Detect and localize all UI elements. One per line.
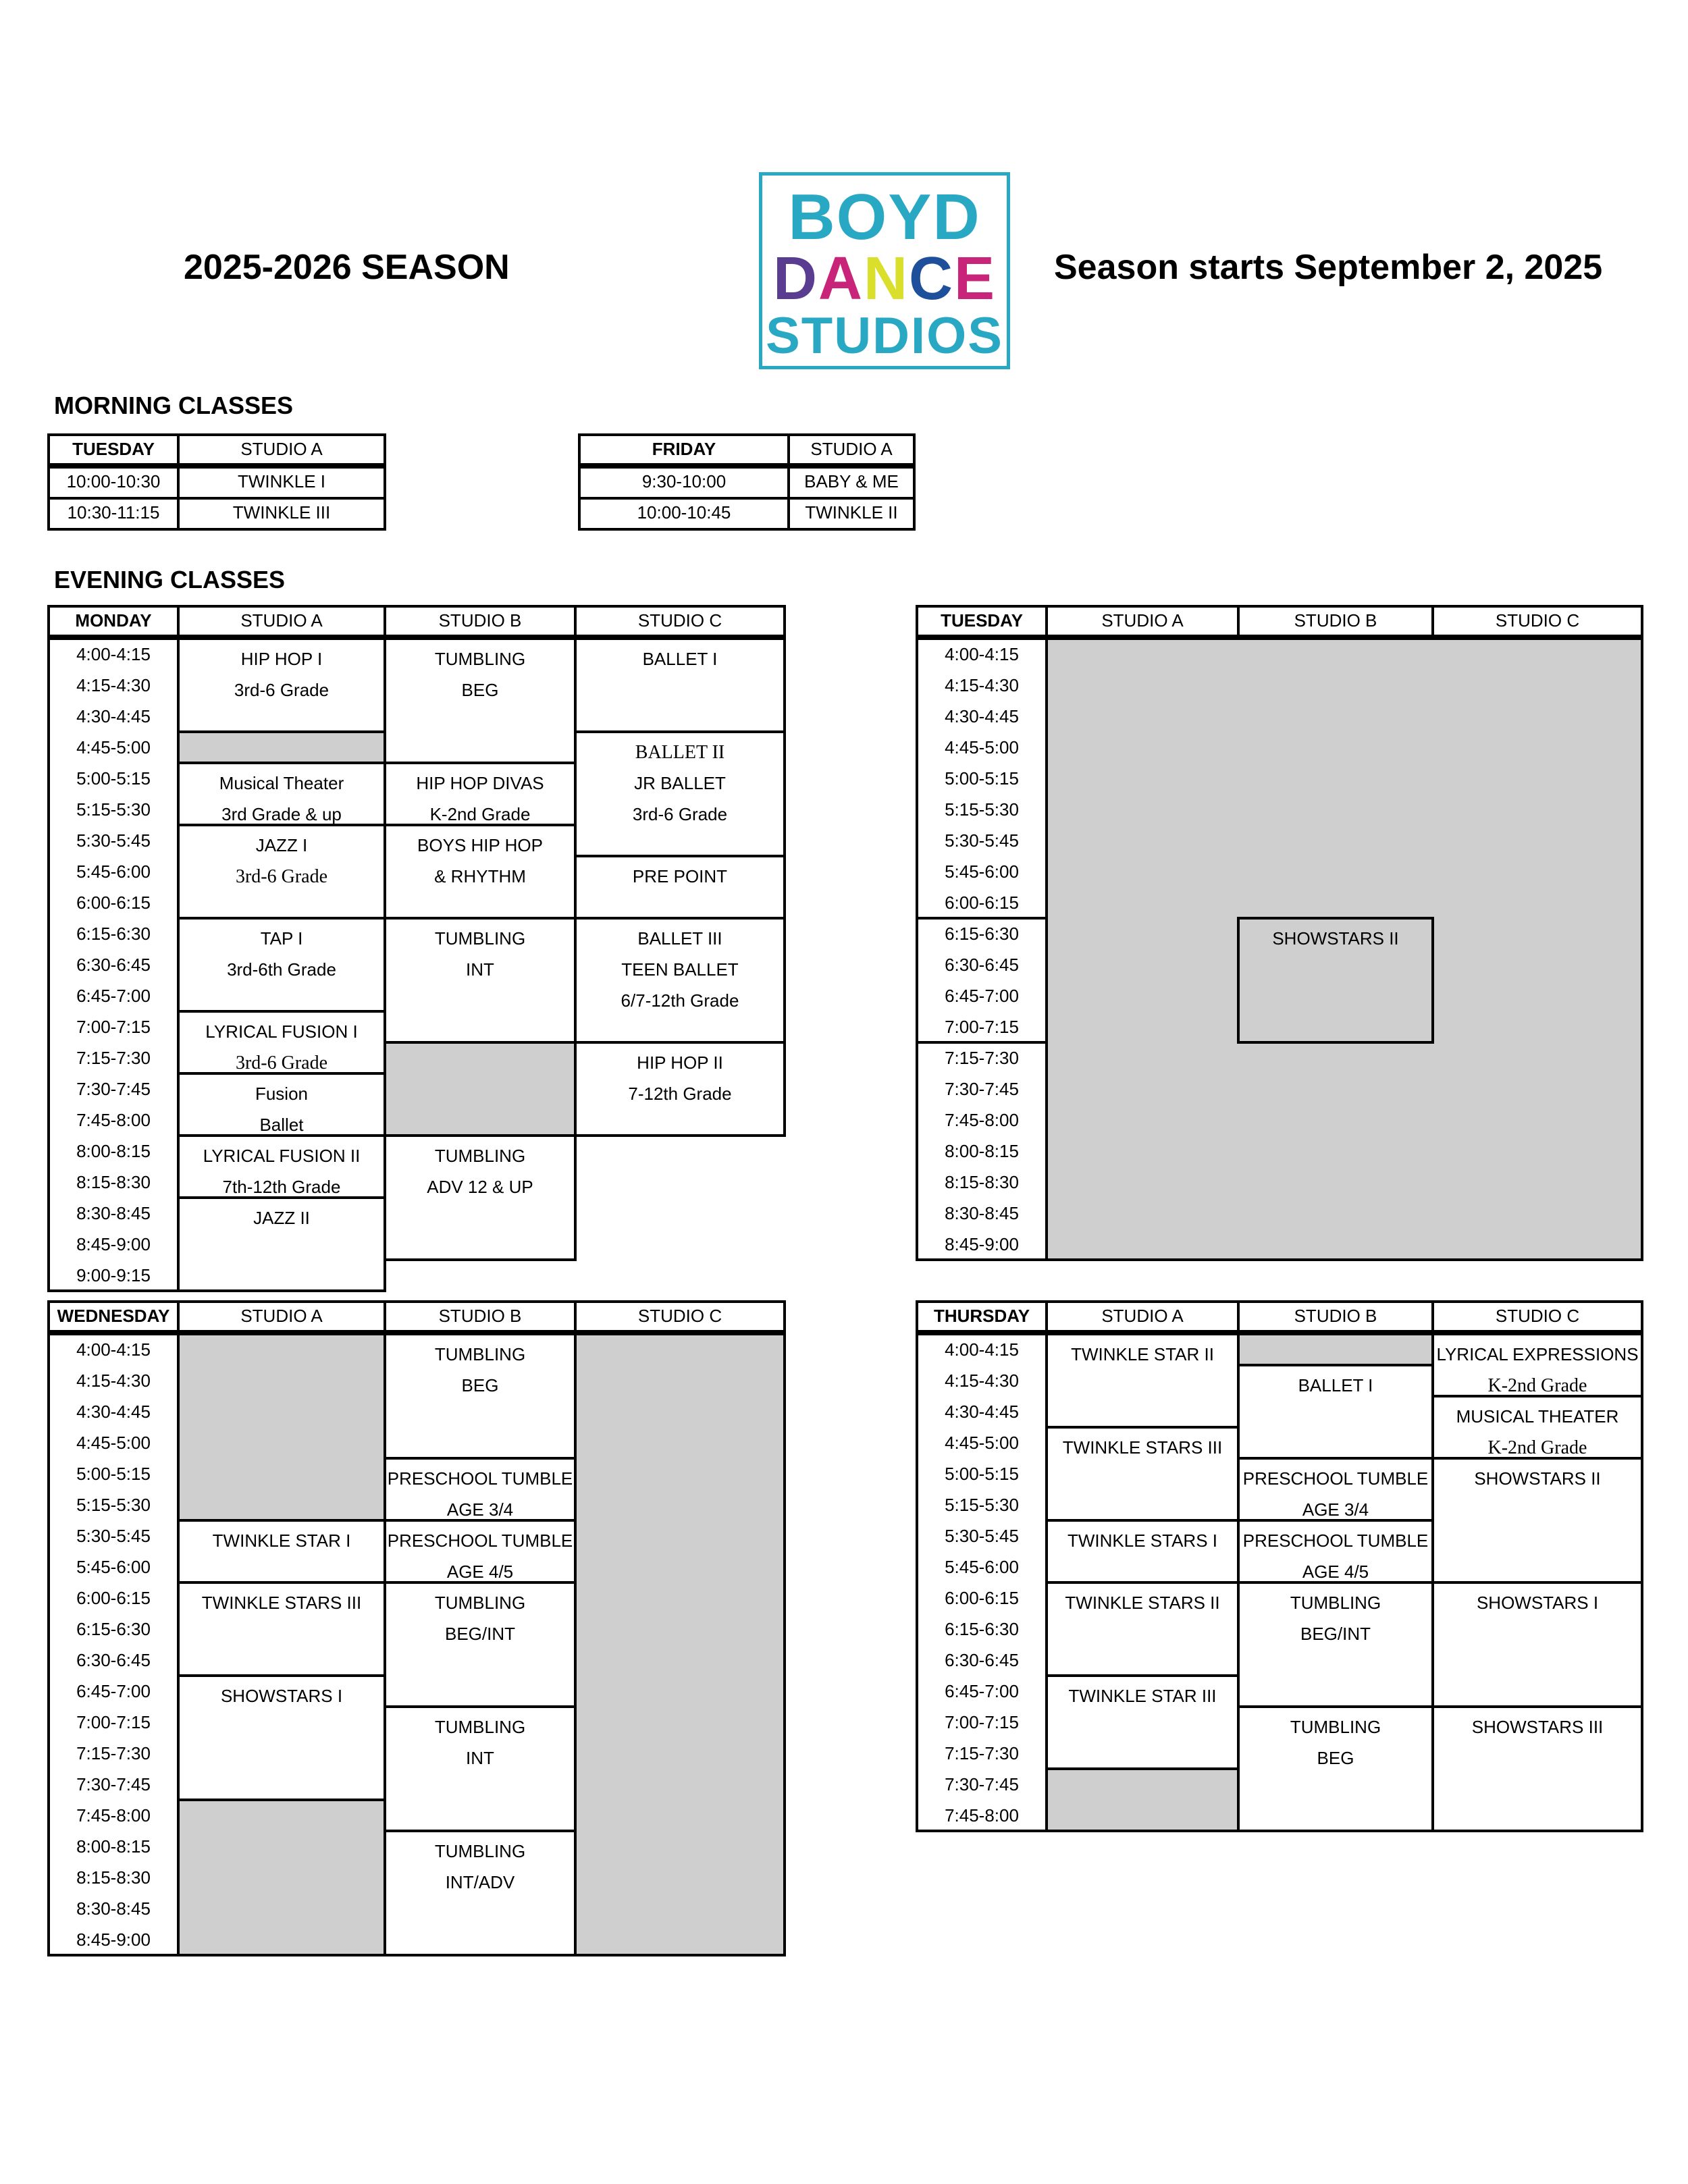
time-column — [47, 1333, 180, 1956]
class-block[interactable] — [1431, 1333, 1643, 1397]
class-block[interactable] — [177, 1072, 386, 1137]
class-block[interactable]: TWINKLE II — [787, 497, 916, 531]
class-label: MUSICAL THEATER — [1456, 1406, 1619, 1427]
day-header: TUESDAY — [916, 605, 1048, 637]
time-slot: 4:45-5:00 — [945, 737, 1019, 757]
time-slot: 8:30-8:45 — [76, 1203, 151, 1223]
class-label: TUMBLING — [434, 928, 526, 949]
studio-b-header: STUDIO B — [384, 1300, 577, 1333]
time-slot: 4:30-4:45 — [945, 1402, 1019, 1422]
class-label: AGE 3/4 — [1302, 1499, 1369, 1520]
time-slot: 7:30-7:45 — [945, 1774, 1019, 1794]
day-header: TUESDAY — [47, 433, 180, 466]
class-label: TUMBLING — [1290, 1717, 1381, 1737]
studio-a-header: STUDIO A — [177, 1300, 386, 1333]
studio-a-header: STUDIO A — [177, 605, 386, 637]
class-label: TUMBLING — [434, 1146, 526, 1166]
class-label: LYRICAL FUSION I — [205, 1021, 358, 1042]
class-label: 7th-12th Grade — [222, 1177, 341, 1197]
class-block[interactable] — [1045, 1581, 1240, 1677]
time-slot: 10:00-10:45 — [578, 497, 790, 531]
row-divider — [916, 917, 1048, 920]
time-slot: 6:15-6:30 — [76, 924, 151, 944]
class-block[interactable] — [1045, 1674, 1240, 1770]
class-label: TWINKLE STAR III — [1068, 1686, 1217, 1706]
class-label: PRESCHOOL TUMBLE — [387, 1468, 573, 1489]
time-column — [47, 637, 180, 1292]
time-slot: 4:30-4:45 — [76, 706, 151, 726]
time-slot: 5:15-5:30 — [76, 799, 151, 820]
class-block[interactable] — [177, 1674, 386, 1801]
class-label: BALLET III — [637, 928, 722, 949]
class-label: BALLET II — [635, 742, 725, 763]
class-label: HIP HOP DIVAS — [416, 773, 544, 793]
time-slot: 4:45-5:00 — [945, 1433, 1019, 1453]
studio-b-header: STUDIO B — [384, 605, 577, 637]
class-label: TUMBLING — [1290, 1593, 1381, 1613]
class-label: LYRICAL EXPRESSIONS — [1436, 1344, 1639, 1364]
day-header: FRIDAY — [578, 433, 790, 466]
time-slot: 7:00-7:15 — [76, 1017, 151, 1037]
class-label: TWINKLE STAR I — [212, 1530, 351, 1551]
class-block[interactable] — [574, 917, 786, 1044]
time-slot: 8:15-8:30 — [76, 1867, 151, 1888]
class-label: TWINKLE STAR II — [1071, 1344, 1214, 1364]
time-slot: 6:30-6:45 — [945, 1650, 1019, 1670]
class-label: TWINKLE STARS III — [201, 1593, 362, 1613]
logo — [759, 172, 1010, 369]
time-slot: 6:15-6:30 — [945, 1619, 1019, 1639]
time-slot: 8:30-8:45 — [945, 1203, 1019, 1223]
class-block[interactable] — [1237, 1457, 1434, 1522]
class-block[interactable] — [177, 637, 386, 733]
class-block[interactable] — [384, 1134, 577, 1261]
time-slot: 5:45-6:00 — [76, 861, 151, 882]
class-block[interactable] — [384, 762, 577, 826]
class-label: 3rd-6 Grade — [632, 804, 728, 824]
time-slot: 5:30-5:45 — [76, 1526, 151, 1546]
time-slot: 6:45-7:00 — [945, 1681, 1019, 1701]
class-block[interactable] — [384, 1457, 577, 1522]
time-slot: 4:45-5:00 — [76, 737, 151, 757]
class-block[interactable] — [1045, 1426, 1240, 1522]
time-slot: 7:45-8:00 — [76, 1110, 151, 1130]
class-block[interactable] — [1431, 1581, 1643, 1708]
time-slot: 7:30-7:45 — [945, 1079, 1019, 1099]
class-block[interactable] — [177, 1519, 386, 1584]
time-slot: 4:45-5:00 — [76, 1433, 151, 1453]
time-slot: 4:30-4:45 — [76, 1402, 151, 1422]
studio-header: STUDIO A — [787, 433, 916, 466]
class-block[interactable] — [384, 1705, 577, 1832]
class-label: TUMBLING — [434, 1593, 526, 1613]
time-slot: 8:15-8:30 — [76, 1172, 151, 1192]
class-block[interactable] — [384, 637, 577, 764]
class-label: BEG — [461, 1375, 499, 1395]
class-block[interactable] — [384, 917, 577, 1044]
class-label: 3rd Grade & up — [221, 804, 342, 824]
time-slot: 5:30-5:45 — [76, 830, 151, 851]
studio-header: STUDIO A — [177, 433, 386, 466]
time-slot: 5:15-5:30 — [945, 1495, 1019, 1515]
class-block[interactable] — [1045, 1333, 1240, 1429]
time-slot: 7:30-7:45 — [76, 1079, 151, 1099]
class-label: BEG — [1317, 1748, 1354, 1768]
time-slot: 9:30-10:00 — [578, 466, 790, 500]
studio-c-header: STUDIO C — [1431, 605, 1643, 637]
time-slot: 5:00-5:15 — [945, 1464, 1019, 1484]
time-slot: 7:45-8:00 — [945, 1110, 1019, 1130]
time-slot: 6:00-6:15 — [76, 893, 151, 913]
class-block[interactable] — [574, 1041, 786, 1137]
class-block[interactable] — [177, 1581, 386, 1677]
class-block[interactable]: BABY & ME — [787, 466, 916, 500]
class-block[interactable] — [1237, 1581, 1434, 1708]
studio-a-header: STUDIO A — [1045, 1300, 1240, 1333]
class-label: HIP HOP II — [637, 1053, 723, 1073]
class-label: LYRICAL FUSION II — [203, 1146, 361, 1166]
time-slot: 5:00-5:15 — [945, 768, 1019, 789]
class-label: & RHYTHM — [434, 866, 526, 886]
time-slot: 7:15-7:30 — [76, 1048, 151, 1068]
class-block[interactable] — [384, 1830, 577, 1956]
class-label: PRESCHOOL TUMBLE — [1242, 1530, 1429, 1551]
class-label: BALLET I — [1298, 1375, 1373, 1395]
no-class-block — [1045, 1767, 1240, 1832]
class-label: INT — [466, 1748, 494, 1768]
class-block[interactable]: TWINKLE I — [177, 466, 386, 500]
class-label: TAP I — [260, 928, 303, 949]
class-label: SHOWSTARS I — [1476, 1593, 1599, 1613]
class-label: 6/7-12th Grade — [621, 990, 739, 1011]
time-slot: 8:30-8:45 — [76, 1898, 151, 1919]
time-slot: 7:00-7:15 — [945, 1712, 1019, 1732]
class-label: BOYS HIP HOP — [417, 835, 543, 855]
class-block[interactable] — [574, 855, 786, 920]
class-label: SHOWSTARS II — [1474, 1468, 1601, 1489]
time-slot: 6:45-7:00 — [76, 986, 151, 1006]
time-slot: 6:30-6:45 — [76, 955, 151, 975]
class-label: SHOWSTARS III — [1471, 1717, 1604, 1737]
no-class-block — [177, 730, 386, 764]
time-slot: 5:30-5:45 — [945, 1526, 1019, 1546]
class-label: TUMBLING — [434, 649, 526, 669]
class-label: 3rd-6 Grade — [234, 680, 329, 700]
time-slot: 7:00-7:15 — [76, 1712, 151, 1732]
time-slot: 6:30-6:45 — [76, 1650, 151, 1670]
time-slot: 6:15-6:30 — [76, 1619, 151, 1639]
class-label: AGE 3/4 — [446, 1499, 514, 1520]
class-label: HIP HOP I — [240, 649, 323, 669]
time-slot: 10:00-10:30 — [47, 466, 180, 500]
no-class-block — [574, 1333, 786, 1956]
time-slot: 4:15-4:30 — [76, 1370, 151, 1391]
time-slot: 8:00-8:15 — [76, 1836, 151, 1857]
class-label: SHOWSTARS I — [220, 1686, 343, 1706]
class-label: Fusion — [255, 1084, 309, 1104]
class-label: 7-12th Grade — [628, 1084, 732, 1104]
time-slot: 7:00-7:15 — [945, 1017, 1019, 1037]
class-label: BEG — [461, 680, 499, 700]
time-slot: 6:30-6:45 — [945, 955, 1019, 975]
studio-c-header: STUDIO C — [574, 1300, 786, 1333]
studio-c-header: STUDIO C — [574, 605, 786, 637]
class-label: BEG/INT — [444, 1624, 515, 1644]
class-label: PRESCHOOL TUMBLE — [1242, 1468, 1429, 1489]
class-label: TWINKLE STARS II — [1065, 1593, 1220, 1613]
class-block[interactable] — [177, 762, 386, 826]
class-label: AGE 4/5 — [446, 1562, 514, 1582]
class-block[interactable] — [384, 1519, 577, 1584]
time-slot: 7:15-7:30 — [945, 1048, 1019, 1068]
time-slot: 4:15-4:30 — [76, 675, 151, 695]
class-block[interactable] — [1431, 1457, 1643, 1584]
time-slot: 6:00-6:15 — [76, 1588, 151, 1608]
class-block[interactable] — [177, 1196, 386, 1292]
class-label: K-2nd Grade — [1487, 1375, 1587, 1396]
time-slot: 8:45-9:00 — [76, 1929, 151, 1950]
studio-b-header: STUDIO B — [1237, 1300, 1434, 1333]
day-header: WEDNESDAY — [47, 1300, 180, 1333]
time-slot: 8:45-9:00 — [76, 1234, 151, 1254]
day-header: THURSDAY — [916, 1300, 1048, 1333]
class-label: BALLET I — [642, 649, 718, 669]
time-slot: 8:15-8:30 — [945, 1172, 1019, 1192]
class-label: Musical Theater — [219, 773, 344, 793]
class-label: AGE 4/5 — [1302, 1562, 1369, 1582]
class-label: SHOWSTARS II — [1272, 928, 1399, 949]
studio-b-header: STUDIO B — [1237, 605, 1434, 637]
time-slot: 6:45-7:00 — [945, 986, 1019, 1006]
class-block[interactable] — [384, 1581, 577, 1708]
time-slot: 6:45-7:00 — [76, 1681, 151, 1701]
time-slot: 6:00-6:15 — [945, 893, 1019, 913]
time-column — [916, 1333, 1048, 1832]
class-block[interactable] — [384, 824, 577, 920]
class-block[interactable] — [1431, 1395, 1643, 1460]
logo-line-dance: DANCE — [772, 245, 997, 313]
no-class-block — [384, 1041, 577, 1137]
morning-title: MORNING CLASSES — [54, 392, 294, 419]
class-label: JAZZ II — [253, 1208, 310, 1228]
class-label: 3rd-6th Grade — [227, 959, 336, 980]
time-slot: 4:30-4:45 — [945, 706, 1019, 726]
class-label: PRE POINT — [632, 866, 728, 886]
time-slot: 4:15-4:30 — [945, 675, 1019, 695]
time-slot: 8:45-9:00 — [945, 1234, 1019, 1254]
time-slot: 7:45-8:00 — [945, 1805, 1019, 1826]
time-slot: 8:00-8:15 — [76, 1141, 151, 1161]
class-block[interactable] — [177, 1134, 386, 1199]
class-label: PRESCHOOL TUMBLE — [387, 1530, 573, 1551]
class-label: TUMBLING — [434, 1717, 526, 1737]
time-slot: 5:45-6:00 — [945, 861, 1019, 882]
class-block[interactable] — [1237, 1364, 1434, 1460]
time-slot: 8:00-8:15 — [945, 1141, 1019, 1161]
season-start: Season starts September 2, 2025 — [1054, 248, 1603, 287]
class-block[interactable] — [1237, 1519, 1434, 1584]
time-slot: 6:15-6:30 — [945, 924, 1019, 944]
class-label: K-2nd Grade — [429, 804, 531, 824]
time-slot: 10:30-11:15 — [47, 497, 180, 531]
class-block[interactable] — [1237, 917, 1434, 1044]
row-divider — [916, 1041, 1048, 1044]
studio-c-header: STUDIO C — [1431, 1300, 1643, 1333]
class-label: K-2nd Grade — [1487, 1437, 1587, 1458]
class-label: 3rd-6 Grade — [235, 866, 328, 887]
time-slot: 4:00-4:15 — [76, 1339, 151, 1360]
class-block[interactable] — [384, 1333, 577, 1460]
time-slot: 5:00-5:15 — [76, 1464, 151, 1484]
class-label: TEEN BALLET — [621, 959, 739, 980]
time-slot: 5:45-6:00 — [945, 1557, 1019, 1577]
time-slot: 5:45-6:00 — [76, 1557, 151, 1577]
time-slot: 4:00-4:15 — [945, 1339, 1019, 1360]
class-label: INT/ADV — [445, 1872, 515, 1892]
time-slot: 5:30-5:45 — [945, 830, 1019, 851]
class-block[interactable]: TWINKLE III — [177, 497, 386, 531]
evening-title: EVENING CLASSES — [54, 566, 286, 593]
time-slot: 5:15-5:30 — [76, 1495, 151, 1515]
class-label: BEG/INT — [1300, 1624, 1371, 1644]
class-label: 3rd-6 Grade — [235, 1053, 328, 1073]
time-slot: 7:30-7:45 — [76, 1774, 151, 1794]
class-label: TUMBLING — [434, 1841, 526, 1861]
studio-a-header: STUDIO A — [1045, 605, 1240, 637]
time-slot: 5:15-5:30 — [945, 799, 1019, 820]
class-block[interactable] — [1045, 1519, 1240, 1584]
class-block[interactable] — [1237, 1705, 1434, 1832]
class-label: JAZZ I — [255, 835, 308, 855]
time-slot: 4:00-4:15 — [945, 644, 1019, 664]
class-block[interactable] — [574, 730, 786, 857]
time-slot: 9:00-9:15 — [76, 1265, 151, 1285]
class-label: ADV 12 & UP — [427, 1177, 533, 1197]
class-label: TWINKLE STARS I — [1067, 1530, 1217, 1551]
class-label: JR BALLET — [634, 773, 726, 793]
class-block[interactable] — [574, 637, 786, 733]
class-label: INT — [466, 959, 494, 980]
day-header: MONDAY — [47, 605, 180, 637]
time-slot: 7:45-8:00 — [76, 1805, 151, 1826]
class-block[interactable] — [177, 917, 386, 1013]
time-slot: 6:00-6:15 — [945, 1588, 1019, 1608]
season-title: 2025-2026 SEASON — [184, 248, 510, 287]
time-slot: 4:00-4:15 — [76, 644, 151, 664]
time-column — [916, 637, 1048, 1261]
class-label: TWINKLE STARS III — [1062, 1437, 1223, 1458]
time-slot: 5:00-5:15 — [76, 768, 151, 789]
time-slot: 7:15-7:30 — [76, 1743, 151, 1763]
no-class-block — [177, 1333, 386, 1522]
class-block[interactable] — [177, 1010, 386, 1075]
class-label: TUMBLING — [434, 1344, 526, 1364]
no-class-block — [1237, 1333, 1434, 1366]
no-class-block — [177, 1799, 386, 1956]
time-slot: 4:15-4:30 — [945, 1370, 1019, 1391]
time-slot: 7:15-7:30 — [945, 1743, 1019, 1763]
logo-line-boyd: BOYD — [788, 181, 981, 253]
class-block[interactable] — [177, 824, 386, 920]
class-label: Ballet — [259, 1115, 304, 1135]
class-block[interactable] — [1431, 1705, 1643, 1832]
logo-line-studios: STUDIOS — [766, 307, 1003, 365]
